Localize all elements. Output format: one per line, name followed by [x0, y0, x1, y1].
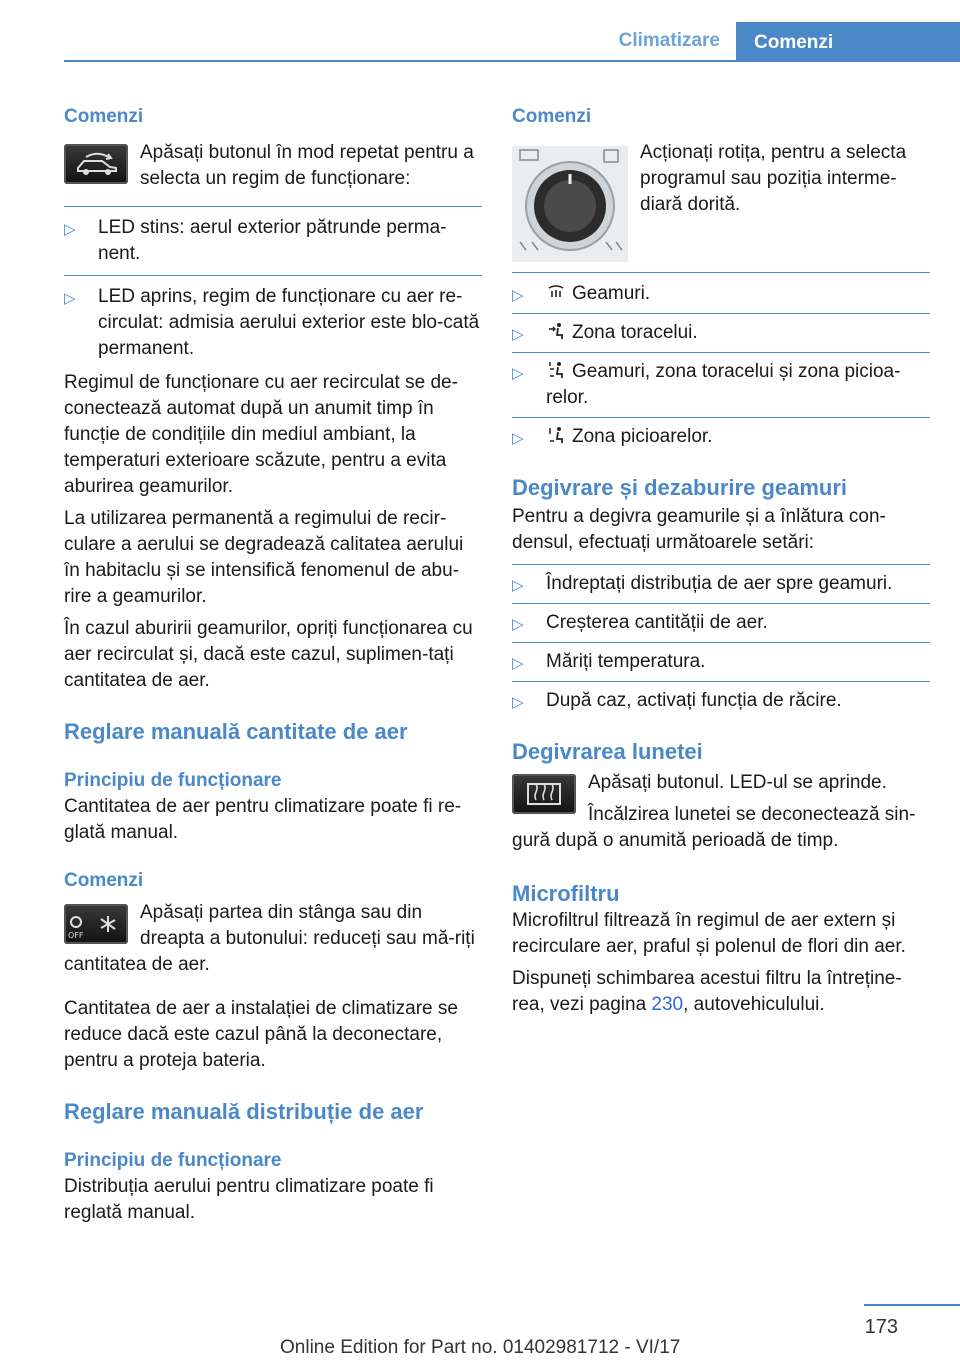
paragraph: Distribuția aerului pentru climatizare poate fi reglată manual. [64, 1176, 434, 1223]
list-item: ▷ Măriți temperatura. [512, 642, 930, 675]
page-header [0, 22, 960, 62]
controls-heading: Comenzi [512, 106, 592, 127]
all-zones-icon [546, 360, 566, 380]
led-list [64, 206, 482, 362]
heading-defrost: Degivrare și dezaburire geamuri [512, 475, 848, 500]
footer-rule [864, 1304, 960, 1306]
svg-text:OFF: OFF [68, 931, 84, 940]
principle-heading: Principiu de funcționare [64, 1150, 282, 1171]
left-column [64, 100, 482, 1226]
distribution-knob-image [512, 146, 628, 262]
paragraph: La utilizarea permanentă a regimului de recir‐culare a aerului se degradează calitatea aerului în habitaclu și se intensifică fenomenul de abu‐rire a geamurilor. [64, 508, 464, 607]
list-item: ▷ LED stins: aerul exterior pătrunde perma‐nent. [64, 206, 482, 267]
paragraph: În cazul aburirii geamurilor, opriți funcționarea cu aer recirculat și, dacă este cazul, suplimen‐tați cantitatea de aer. [64, 618, 473, 691]
triangle-bullet-icon: ▷ [512, 616, 524, 633]
paragraph: Cantitatea de aer pentru climatizare poate fi re‐glată manual. [64, 796, 462, 843]
page-number: 173 [864, 1316, 898, 1338]
edition-text: Online Edition for Part no. 01402981712 - VI/17 [280, 1337, 681, 1358]
page-link[interactable]: 230 [651, 994, 684, 1015]
paragraph: Microfiltrul filtrează în regimul de aer extern și recirculare aer, praful și polenul de flori din aer. [512, 910, 906, 957]
paragraph: Apăsați partea din stânga sau din dreapta a butonului: reduceți sau mă‐riți cantitatea de aer. [64, 902, 475, 975]
heading-microfilter: Microfiltru [512, 881, 620, 906]
paragraph: Apăsați butonul. LED-ul se aprinde. [588, 772, 887, 793]
paragraph: Acționați rotița, pentru a selecta programul sau poziția interme‐diară dorită. [640, 142, 907, 215]
defrost-list [512, 564, 930, 714]
controls-heading: Comenzi [64, 106, 144, 127]
list-item: ▷ Zona toracelui. [512, 313, 930, 346]
distribution-list [512, 272, 930, 450]
paragraph: Pentru a degivra geamurile și a înlătura con‐densul, efectuați următoarele setări: [512, 506, 886, 553]
paragraph: Încălzirea lunetei se deconectează sin‐gură după o anumită perioadă de timp. [512, 804, 916, 851]
recirculation-button-icon [64, 144, 128, 184]
triangle-bullet-icon: ▷ [64, 221, 76, 238]
triangle-bullet-icon: ▷ [512, 430, 524, 447]
list-item: ▷ După caz, activați funcția de răcire. [512, 681, 930, 714]
right-column [512, 100, 930, 1018]
windshield-icon [546, 282, 566, 302]
fan-button-icon [64, 904, 128, 944]
list-item: ▷ Creșterea cantității de aer. [512, 603, 930, 636]
triangle-bullet-icon: ▷ [512, 365, 524, 382]
paragraph: Dispuneți schimbarea acestui filtru la întreține‐rea, vezi pagina 230, autovehiculului. [512, 968, 902, 1015]
footwell-icon [546, 425, 566, 445]
paragraph: Regimul de funcționare cu aer recirculat se de‐conectează automat după un anumit timp în funcție de condițiile din mediul ambiant, la temperaturi exterioare scăzute, pentru a evita aburirea geamurilor. [64, 372, 458, 497]
triangle-bullet-icon: ▷ [512, 694, 524, 711]
upper-body-icon [546, 321, 566, 341]
paragraph: Cantitatea de aer a instalației de climatizare se reduce dacă este cazul până la deconectare, pentru a proteja bateria. [64, 998, 458, 1071]
tab-comenzi[interactable]: Comenzi [736, 22, 960, 62]
triangle-bullet-icon: ▷ [512, 655, 524, 672]
list-item: ▷ Geamuri. [512, 272, 930, 307]
list-item: ▷ Zona picioarelor. [512, 417, 930, 450]
heading-air-distribution: Reglare manuală distribuție de aer [64, 1099, 424, 1124]
heading-air-quantity: Reglare manuală cantitate de aer [64, 719, 408, 744]
header-rule [64, 60, 960, 62]
list-item: ▷ LED aprins, regim de funcționare cu aer re‐circulat: admisia aerului exterior este blo‐cată permanent. [64, 275, 482, 362]
list-item: ▷ Îndreptați distribuția de aer spre geamuri. [512, 564, 930, 597]
heading-rear-window: Degivrarea lunetei [512, 739, 703, 764]
triangle-bullet-icon: ▷ [512, 326, 524, 343]
controls-heading: Comenzi [64, 870, 144, 891]
triangle-bullet-icon: ▷ [512, 287, 524, 304]
triangle-bullet-icon: ▷ [512, 577, 524, 594]
rear-defrost-button-icon [512, 774, 576, 814]
triangle-bullet-icon: ▷ [64, 290, 76, 307]
list-item: ▷ Geamuri, zona toracelui și zona picioa‐relor. [512, 352, 930, 411]
section-title: Climatizare [618, 30, 720, 51]
controls-text: Apăsați butonul în mod repetat pentru a selecta un regim de funcționare: [140, 142, 474, 189]
principle-heading: Principiu de funcționare [64, 770, 282, 791]
